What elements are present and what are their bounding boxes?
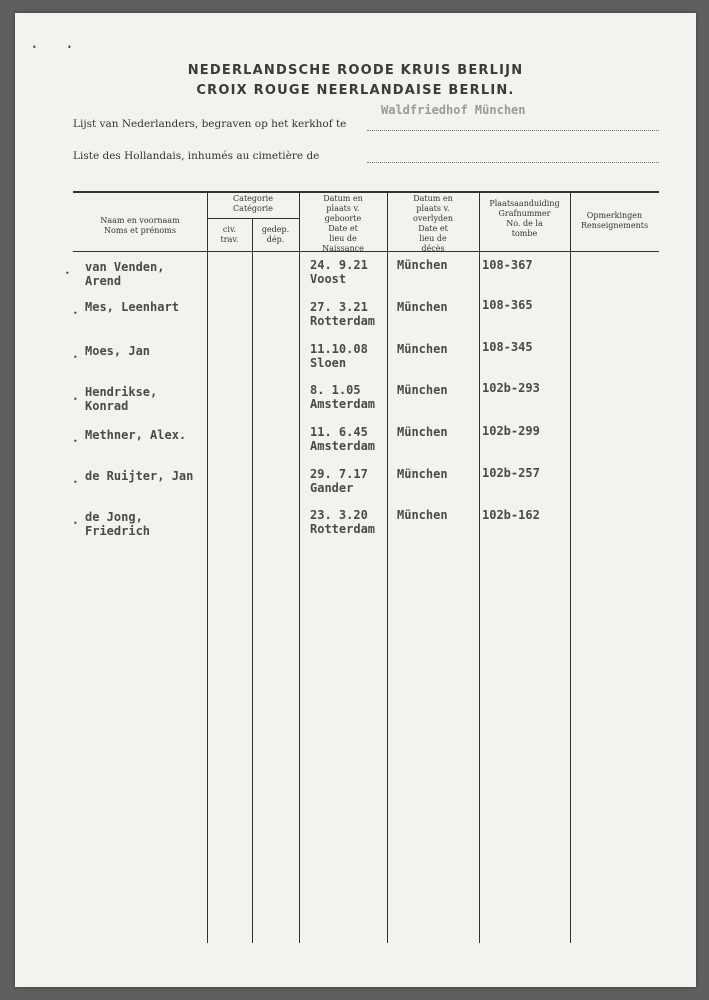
col-divider-3 xyxy=(299,191,300,943)
row-bullet: • xyxy=(73,395,78,404)
row-geboorte: 11. 6.45 Amsterdam xyxy=(310,425,376,453)
row-overlijden: München xyxy=(397,258,448,272)
row-bullet: • xyxy=(65,269,70,278)
table-top-rule xyxy=(73,191,659,193)
row-naam: Moes, Jan xyxy=(85,344,151,358)
row-geboorte: 27. 3.21 Rotterdam xyxy=(310,300,376,328)
row-plaats: 108-367 xyxy=(482,258,533,272)
document-sheet xyxy=(15,13,696,987)
row-bullet: • xyxy=(73,478,78,487)
header-civ: civ. trav. xyxy=(220,225,239,244)
row-naam: van Venden, Arend xyxy=(85,260,165,288)
corner-mark-right: • xyxy=(67,43,72,52)
row-plaats: 102b-162 xyxy=(482,508,540,522)
header-opmerkingen: Opmerkingen Renseignements xyxy=(580,211,649,230)
title-line-2: CROIX ROUGE NEERLANDAISE BERLIN. xyxy=(196,83,515,98)
cemetery-line-2 xyxy=(367,162,659,163)
col-divider-6 xyxy=(570,191,571,943)
row-plaats: 102b-299 xyxy=(482,424,540,438)
row-naam: Mes, Leenhart xyxy=(85,300,179,314)
cemetery-typed: Waldfriedhof München xyxy=(381,103,526,117)
header-gedep: gedep. dép. xyxy=(261,225,290,244)
row-naam: Methner, Alex. xyxy=(85,428,187,442)
row-overlijden: München xyxy=(397,383,448,397)
row-bullet: • xyxy=(73,309,78,318)
header-geboorte: Datum en plaats v. geboorte Date et lieu de Naissance xyxy=(322,194,364,253)
corner-mark-left: • xyxy=(32,43,37,52)
row-plaats: 108-365 xyxy=(482,298,533,312)
title-line-1: NEDERLANDSCHE ROODE KRUIS BERLIJN xyxy=(187,63,524,78)
categorie-sub-rule xyxy=(207,218,299,219)
col-divider-5 xyxy=(479,191,480,943)
row-geboorte: 24. 9.21 Voost xyxy=(310,258,368,286)
row-geboorte: 29. 7.17 Gander xyxy=(310,467,368,495)
row-overlijden: München xyxy=(397,508,448,522)
col-divider-2 xyxy=(252,218,253,943)
row-plaats: 102b-257 xyxy=(482,466,540,480)
row-overlijden: München xyxy=(397,300,448,314)
row-overlijden: München xyxy=(397,467,448,481)
liste-label: Liste des Hollandais, inhumés au cimetière de xyxy=(73,150,320,162)
row-geboorte: 23. 3.20 Rotterdam xyxy=(310,508,376,536)
row-plaats: 108-345 xyxy=(482,340,533,354)
col-divider-1 xyxy=(207,191,208,943)
row-overlijden: München xyxy=(397,425,448,439)
header-plaats: Plaatsaanduiding Grafnummer No. de la tombe xyxy=(489,199,560,238)
row-naam: de Ruijter, Jan xyxy=(85,469,194,483)
row-bullet: • xyxy=(73,437,78,446)
row-bullet: • xyxy=(73,519,78,528)
row-overlijden: München xyxy=(397,342,448,356)
header-naam: Naam en voornaam Noms et prénoms xyxy=(100,216,180,235)
row-naam: de Jong, Friedrich xyxy=(85,510,151,538)
row-bullet: • xyxy=(73,353,78,362)
cemetery-line-1 xyxy=(367,130,659,131)
row-naam: Hendrikse, Konrad xyxy=(85,385,158,413)
col-divider-4 xyxy=(387,191,388,943)
lijst-label: Lijst van Nederlanders, begraven op het kerkhof te xyxy=(73,118,347,130)
header-categorie: Categorie Catégorie xyxy=(233,194,273,213)
row-geboorte: 11.10.08 Sloen xyxy=(310,342,368,370)
header-overlijden: Datum en plaats v. overlyden Date et lieu de décès xyxy=(413,194,453,253)
row-plaats: 102b-293 xyxy=(482,381,540,395)
row-geboorte: 8. 1.05 Amsterdam xyxy=(310,383,376,411)
